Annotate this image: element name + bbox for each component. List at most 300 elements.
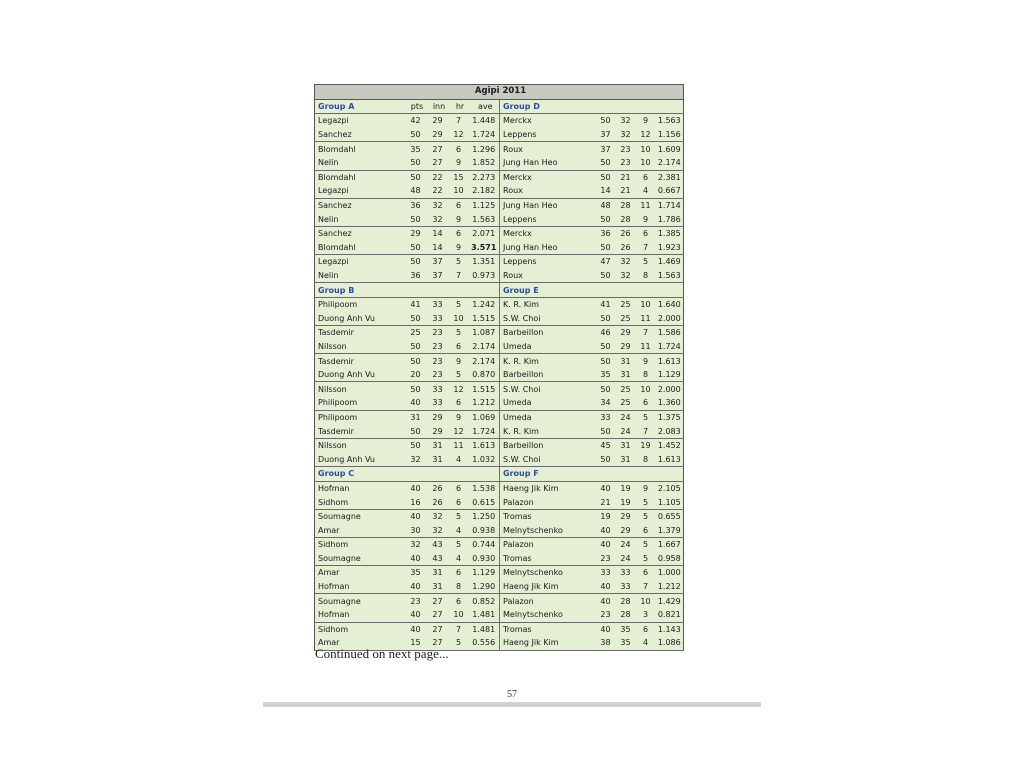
stat-ave: 1.212 xyxy=(469,396,500,410)
stat-pts: 21 xyxy=(596,495,616,509)
stat-inn: 27 xyxy=(427,636,449,650)
stat-pts: 50 xyxy=(405,340,427,354)
stat-ave: 1.452 xyxy=(657,441,681,451)
stat-inn: 29 xyxy=(616,340,636,354)
player-name: Blomdahl xyxy=(318,172,356,182)
empty-cell xyxy=(596,283,616,298)
player-name: Philipoom xyxy=(318,412,358,422)
table-row xyxy=(315,438,684,452)
player-name: Melnytschenko xyxy=(500,608,596,622)
empty-cell xyxy=(405,467,427,482)
stat-inn: 27 xyxy=(432,596,443,606)
stat-inn: 37 xyxy=(427,269,449,283)
stat-ave: 1.290 xyxy=(469,580,500,594)
stat-pts: 40 xyxy=(410,624,421,634)
stat-hr: 19 xyxy=(640,441,651,451)
stat-pts: 33 xyxy=(600,568,611,578)
stat-ave: 0.556 xyxy=(469,636,500,650)
stat-inn: 43 xyxy=(427,552,449,566)
stat-hr: 8 xyxy=(449,580,469,594)
stat-inn: 23 xyxy=(427,368,449,382)
stat-inn: 23 xyxy=(620,144,631,154)
table-row xyxy=(315,424,684,438)
stat-ave: 0.958 xyxy=(656,552,684,566)
stat-inn: 29 xyxy=(620,512,631,522)
stat-pts: 50 xyxy=(410,356,421,366)
table-row xyxy=(315,552,684,566)
stat-pts: 48 xyxy=(405,184,427,198)
stat-hr: 5 xyxy=(636,495,656,509)
stat-hr: 6 xyxy=(642,229,649,239)
stat-hr: 12 xyxy=(453,384,464,394)
stat-ave: 2.000 xyxy=(657,384,681,394)
stat-pts: 32 xyxy=(405,452,427,466)
player-name: Blomdahl xyxy=(318,144,356,154)
stat-hr: 11 xyxy=(636,312,656,326)
stat-pts: 20 xyxy=(405,368,427,382)
player-name: Jung Han Heo xyxy=(500,241,596,255)
stat-inn: 32 xyxy=(432,201,443,211)
stat-pts: 35 xyxy=(410,144,421,154)
player-name: Jung Han Heo xyxy=(500,198,596,212)
stat-hr: 6 xyxy=(449,495,469,509)
stat-inn: 24 xyxy=(620,412,631,422)
player-name: Duong Anh Vu xyxy=(315,312,405,326)
stat-pts: 50 xyxy=(600,384,611,394)
stat-ave: 1.852 xyxy=(469,156,500,170)
stat-inn: 31 xyxy=(432,568,443,578)
stat-inn: 31 xyxy=(427,452,449,466)
player-name: Barbeillon xyxy=(500,368,596,382)
stat-hr: 6 xyxy=(449,396,469,410)
stat-pts: 15 xyxy=(405,636,427,650)
stat-ave: 0.870 xyxy=(469,368,500,382)
stat-ave: 1.360 xyxy=(656,396,684,410)
footer-divider xyxy=(263,702,761,707)
player-name: Nelin xyxy=(315,212,405,226)
results-table xyxy=(314,84,684,651)
stat-hr: 7 xyxy=(455,624,462,634)
stat-hr: 10 xyxy=(636,156,656,170)
stat-ave: 1.609 xyxy=(657,144,681,154)
results-body xyxy=(315,99,684,650)
stat-hr: 6 xyxy=(642,172,649,182)
stat-ave: 1.086 xyxy=(656,636,684,650)
stat-ave: 1.563 xyxy=(657,116,681,126)
stat-hr: 6 xyxy=(455,568,462,578)
table-row xyxy=(315,198,684,212)
stat-ave: 1.375 xyxy=(657,412,681,422)
stat-inn: 19 xyxy=(616,495,636,509)
stat-ave: 1.429 xyxy=(657,596,681,606)
stat-hr: 4 xyxy=(449,523,469,537)
stat-inn: 23 xyxy=(432,356,443,366)
stat-ave: 1.923 xyxy=(656,241,684,255)
player-name: Merckx xyxy=(500,226,596,240)
stat-pts: 50 xyxy=(410,441,421,451)
stat-hr: 6 xyxy=(455,201,462,211)
stat-ave: 1.385 xyxy=(657,229,681,239)
stat-ave: 1.563 xyxy=(656,269,684,283)
stat-inn: 31 xyxy=(616,368,636,382)
player-name: Melnytschenko xyxy=(500,566,596,580)
stat-pts: 23 xyxy=(596,552,616,566)
stat-inn: 28 xyxy=(620,201,631,211)
group-header-row xyxy=(315,99,684,114)
stat-inn: 23 xyxy=(616,156,636,170)
stat-ave: 1.000 xyxy=(657,568,681,578)
stat-pts: 38 xyxy=(596,636,616,650)
table-row xyxy=(315,255,684,269)
stat-inn: 33 xyxy=(432,384,443,394)
stat-ave: 0.821 xyxy=(656,608,684,622)
table-row xyxy=(315,481,684,495)
stat-inn: 21 xyxy=(616,184,636,198)
stat-inn: 29 xyxy=(616,523,636,537)
stat-pts: 25 xyxy=(410,328,421,338)
stat-ave: 0.938 xyxy=(469,523,500,537)
table-row xyxy=(315,226,684,240)
stat-ave: 0.744 xyxy=(472,540,496,550)
empty-cell xyxy=(656,283,684,298)
table-row xyxy=(315,241,684,255)
player-name: Roux xyxy=(500,142,596,156)
player-name: Soumagne xyxy=(315,552,405,566)
stat-inn: 22 xyxy=(427,184,449,198)
stat-ave: 1.129 xyxy=(472,568,496,578)
player-name: Nelin xyxy=(315,156,405,170)
player-name: Tromas xyxy=(500,622,596,636)
stat-pts: 50 xyxy=(405,156,427,170)
player-name: Melnytschenko xyxy=(500,523,596,537)
stat-hr: 5 xyxy=(642,412,649,422)
empty-cell xyxy=(449,467,469,482)
table-row xyxy=(315,156,684,170)
stat-hr: 5 xyxy=(449,636,469,650)
stat-ave: 1.724 xyxy=(656,340,684,354)
stat-inn: 22 xyxy=(432,172,443,182)
stat-ave: 1.640 xyxy=(657,300,681,310)
stat-pts: 14 xyxy=(596,184,616,198)
stat-hr: 7 xyxy=(449,269,469,283)
stat-ave: 1.125 xyxy=(472,201,496,211)
stat-inn: 24 xyxy=(620,540,631,550)
stat-pts: 50 xyxy=(596,452,616,466)
stat-inn: 23 xyxy=(432,328,443,338)
stat-inn: 35 xyxy=(620,624,631,634)
player-name: Umeda xyxy=(500,396,596,410)
stat-inn: 32 xyxy=(432,512,443,522)
table-row xyxy=(315,142,684,156)
stat-inn: 33 xyxy=(620,568,631,578)
stat-hr: 9 xyxy=(449,241,469,255)
player-name: Umeda xyxy=(500,340,596,354)
table-row xyxy=(315,608,684,622)
player-name: Philipoom xyxy=(318,300,358,310)
stat-pts: 46 xyxy=(600,328,611,338)
stat-hr: 9 xyxy=(642,356,649,366)
stat-pts: 50 xyxy=(596,312,616,326)
stat-ave: 1.724 xyxy=(469,128,500,142)
player-name: Tasdemir xyxy=(318,356,354,366)
stat-pts: 50 xyxy=(596,340,616,354)
stat-pts: 48 xyxy=(600,201,611,211)
stat-hr: 10 xyxy=(640,300,651,310)
stat-pts: 40 xyxy=(600,624,611,634)
stat-ave: 2.174 xyxy=(472,356,496,366)
stat-hr: 5 xyxy=(449,368,469,382)
table-row xyxy=(315,410,684,424)
stat-hr: 12 xyxy=(449,128,469,142)
player-name: Palazon xyxy=(500,538,596,552)
table-row xyxy=(315,622,684,636)
player-name: Roux xyxy=(500,184,596,198)
table-row xyxy=(315,580,684,594)
stat-pts: 50 xyxy=(410,257,421,267)
empty-cell xyxy=(596,467,616,482)
table-row xyxy=(315,269,684,283)
stat-hr: 11 xyxy=(636,340,656,354)
stat-ave: 1.379 xyxy=(656,523,684,537)
empty-cell xyxy=(405,283,427,298)
stat-inn: 32 xyxy=(616,128,636,142)
player-name: Leppens xyxy=(500,255,596,269)
table-row xyxy=(315,382,684,396)
stat-ave: 1.613 xyxy=(472,441,496,451)
column-header-inn: inn xyxy=(427,99,449,114)
stat-pts: 50 xyxy=(596,241,616,255)
player-name: Sanchez xyxy=(315,128,405,142)
stat-hr: 7 xyxy=(642,328,649,338)
group-name: Group F xyxy=(500,467,596,482)
player-name: Merckx xyxy=(500,170,596,184)
stat-ave: 1.714 xyxy=(657,201,681,211)
stat-ave: 1.032 xyxy=(469,452,500,466)
stat-inn: 25 xyxy=(620,300,631,310)
stat-ave: 1.613 xyxy=(656,452,684,466)
stat-inn: 27 xyxy=(432,624,443,634)
player-name: K. R. Kim xyxy=(500,297,596,311)
table-row xyxy=(315,184,684,198)
empty-cell xyxy=(656,467,684,482)
stat-inn: 27 xyxy=(427,608,449,622)
stat-inn: 28 xyxy=(616,212,636,226)
stat-hr: 10 xyxy=(640,596,651,606)
stat-inn: 32 xyxy=(620,257,631,267)
table-row xyxy=(315,312,684,326)
stat-inn: 19 xyxy=(620,483,631,493)
player-name: Palazon xyxy=(500,594,596,608)
player-name: Legazpi xyxy=(315,184,405,198)
stat-pts: 40 xyxy=(410,512,421,522)
stat-pts: 40 xyxy=(405,580,427,594)
empty-cell xyxy=(596,99,616,114)
stat-inn: 32 xyxy=(427,212,449,226)
player-name: Tasdemir xyxy=(318,328,354,338)
stat-ave: 1.156 xyxy=(656,128,684,142)
stat-inn: 29 xyxy=(620,328,631,338)
player-name: K. R. Kim xyxy=(500,354,596,368)
stat-ave: 1.563 xyxy=(469,212,500,226)
stat-pts: 45 xyxy=(600,441,611,451)
player-name: S.W. Choi xyxy=(500,382,596,396)
stat-pts: 35 xyxy=(410,568,421,578)
stat-inn: 29 xyxy=(427,424,449,438)
stat-inn: 14 xyxy=(432,229,443,239)
player-name: Haeng Jik Kim xyxy=(500,580,596,594)
player-name: Leppens xyxy=(500,128,596,142)
stat-inn: 32 xyxy=(427,523,449,537)
stat-inn: 31 xyxy=(620,441,631,451)
stat-pts: 40 xyxy=(405,552,427,566)
stat-hr: 12 xyxy=(449,424,469,438)
player-name: Sanchez xyxy=(318,201,352,211)
table-row xyxy=(315,523,684,537)
player-name: Merckx xyxy=(500,114,596,128)
stat-ave: 1.242 xyxy=(472,300,496,310)
stat-pts: 41 xyxy=(600,300,611,310)
group-name: Group A xyxy=(315,99,405,114)
player-name: Nilsson xyxy=(315,340,405,354)
stat-ave: 2.381 xyxy=(657,172,681,182)
empty-cell xyxy=(469,283,500,298)
stat-inn: 31 xyxy=(432,441,443,451)
stat-ave: 1.515 xyxy=(472,384,496,394)
stat-hr: 9 xyxy=(449,212,469,226)
empty-cell xyxy=(449,283,469,298)
stat-pts: 40 xyxy=(410,483,421,493)
table-row xyxy=(315,128,684,142)
stat-ave: 1.105 xyxy=(656,495,684,509)
stat-pts: 30 xyxy=(405,523,427,537)
stat-pts: 50 xyxy=(410,172,421,182)
stat-inn: 26 xyxy=(616,241,636,255)
stat-inn: 28 xyxy=(616,608,636,622)
player-name: Hofman xyxy=(315,580,405,594)
stat-hr: 9 xyxy=(642,116,649,126)
stat-hr: 4 xyxy=(636,184,656,198)
stat-ave: 0.930 xyxy=(469,552,500,566)
stat-inn: 33 xyxy=(427,396,449,410)
stat-pts: 50 xyxy=(405,128,427,142)
player-name: Umeda xyxy=(500,410,596,424)
stat-pts: 31 xyxy=(410,412,421,422)
player-name: Amar xyxy=(315,636,405,650)
stat-ave: 1.448 xyxy=(472,116,496,126)
stat-inn: 27 xyxy=(432,144,443,154)
stat-pts: 32 xyxy=(410,540,421,550)
stat-pts: 36 xyxy=(600,229,611,239)
stat-hr: 10 xyxy=(449,608,469,622)
stat-pts: 37 xyxy=(596,128,616,142)
stat-pts: 50 xyxy=(596,156,616,170)
stat-inn: 31 xyxy=(427,580,449,594)
stat-hr: 7 xyxy=(455,116,462,126)
column-header-ave: ave xyxy=(469,99,500,114)
player-name: Palazon xyxy=(500,495,596,509)
stat-hr: 7 xyxy=(636,580,656,594)
stat-hr: 5 xyxy=(455,300,462,310)
empty-cell xyxy=(427,283,449,298)
player-name: Leppens xyxy=(500,212,596,226)
stat-ave: 1.129 xyxy=(656,368,684,382)
stat-ave: 1.667 xyxy=(657,540,681,550)
stat-inn: 33 xyxy=(432,300,443,310)
stat-hr: 9 xyxy=(449,156,469,170)
player-name: Tromas xyxy=(500,552,596,566)
stat-pts: 50 xyxy=(596,269,616,283)
table-row xyxy=(315,594,684,608)
stat-ave: 3.571 xyxy=(469,241,500,255)
player-name: Haeng Jik Kim xyxy=(500,481,596,495)
stat-inn: 43 xyxy=(432,540,443,550)
player-name: Hofman xyxy=(315,608,405,622)
stat-pts: 36 xyxy=(405,269,427,283)
stat-pts: 50 xyxy=(600,172,611,182)
stat-inn: 26 xyxy=(427,495,449,509)
group-name: Group B xyxy=(315,283,405,298)
stat-inn: 25 xyxy=(616,396,636,410)
player-name: Barbeillon xyxy=(500,438,596,452)
stat-hr: 5 xyxy=(455,512,462,522)
stat-inn: 31 xyxy=(616,452,636,466)
stat-ave: 1.143 xyxy=(657,624,681,634)
stat-ave: 1.069 xyxy=(472,412,496,422)
stat-hr: 4 xyxy=(636,636,656,650)
stat-hr: 6 xyxy=(636,396,656,410)
empty-cell xyxy=(616,283,636,298)
player-name: Sidhom xyxy=(318,540,349,550)
empty-cell xyxy=(469,467,500,482)
stat-ave: 1.515 xyxy=(469,312,500,326)
stat-hr: 15 xyxy=(453,172,464,182)
stat-ave: 1.250 xyxy=(472,512,496,522)
stat-ave: 1.481 xyxy=(469,608,500,622)
stat-inn: 33 xyxy=(427,312,449,326)
stat-inn: 29 xyxy=(432,412,443,422)
player-name: Soumagne xyxy=(318,512,361,522)
stat-hr: 5 xyxy=(642,257,649,267)
stat-hr: 9 xyxy=(455,412,462,422)
stat-inn: 21 xyxy=(620,172,631,182)
stat-hr: 12 xyxy=(636,128,656,142)
table-row xyxy=(315,212,684,226)
stat-ave: 1.538 xyxy=(472,483,496,493)
stat-hr: 10 xyxy=(449,312,469,326)
stat-hr: 3 xyxy=(636,608,656,622)
stat-hr: 5 xyxy=(455,540,462,550)
empty-cell xyxy=(636,467,656,482)
stat-inn: 26 xyxy=(432,483,443,493)
stat-ave: 1.296 xyxy=(472,144,496,154)
stat-pts: 50 xyxy=(405,424,427,438)
player-name: Sanchez xyxy=(318,229,352,239)
stat-hr: 4 xyxy=(449,552,469,566)
table-row xyxy=(315,354,684,368)
stat-inn: 24 xyxy=(616,424,636,438)
stat-pts: 50 xyxy=(596,212,616,226)
page-number: 57 xyxy=(507,689,517,700)
stat-hr: 9 xyxy=(636,212,656,226)
stat-ave: 0.615 xyxy=(469,495,500,509)
stat-hr: 9 xyxy=(455,356,462,366)
stat-inn: 25 xyxy=(616,312,636,326)
stat-inn: 23 xyxy=(427,340,449,354)
table-row xyxy=(315,368,684,382)
stat-inn: 14 xyxy=(427,241,449,255)
stat-pts: 50 xyxy=(600,116,611,126)
player-name: Roux xyxy=(500,269,596,283)
